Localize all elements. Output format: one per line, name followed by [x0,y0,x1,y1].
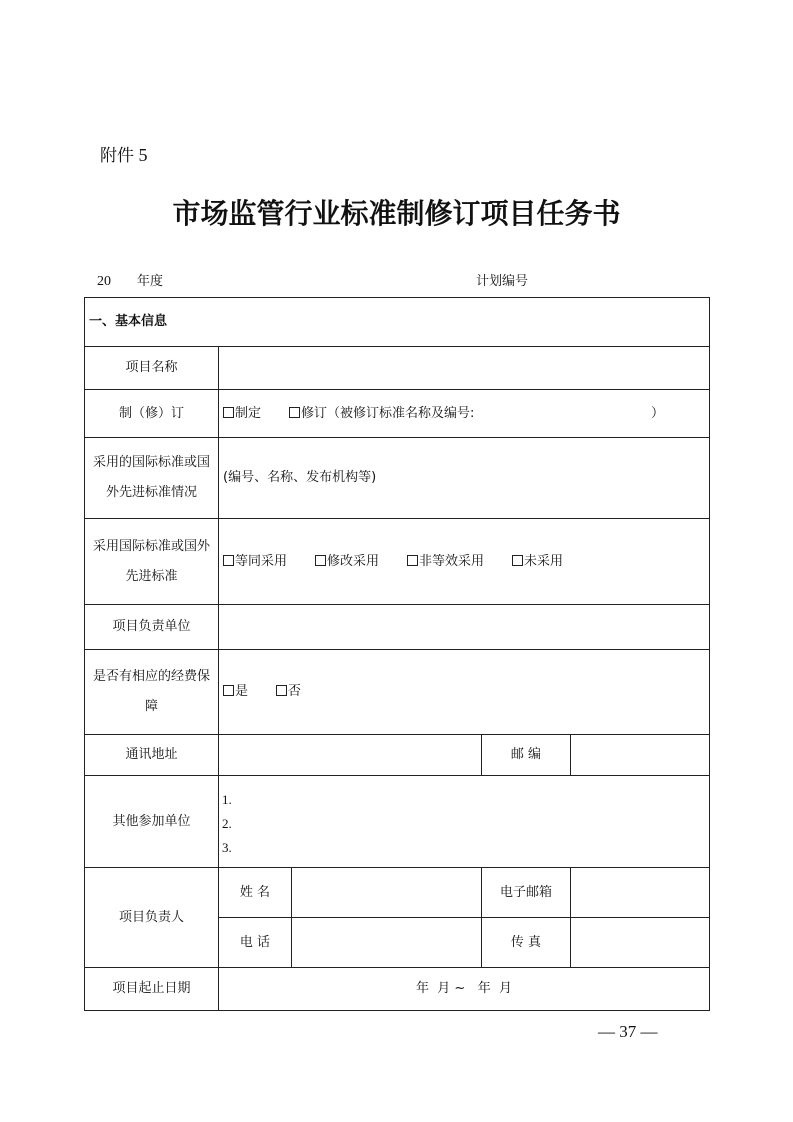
postcode-field[interactable] [571,735,709,775]
plan-number-label: 计划编号 [476,274,529,289]
responsible-unit-label: 项目负责单位 [112,619,191,634]
option-yes[interactable]: 是 [223,678,248,706]
option-identical[interactable]: 等同采用 [223,548,287,576]
list-item: 3. [222,840,232,855]
phone-field[interactable] [292,918,481,967]
period-field[interactable]: 年 月 ~ 年 月 [416,981,512,996]
project-name-label: 项目名称 [125,360,178,375]
year-prefix: 20 [97,274,111,289]
postcode-label: 邮 编 [510,747,542,762]
document-title: 市场监管行业标准制修订项目任务书 [172,197,621,230]
option-not-adopted[interactable]: 未采用 [512,548,563,576]
phone-label: 电 话 [239,934,271,950]
section-title: 一、基本信息 [89,314,168,329]
type-close-paren: ） [651,405,665,421]
project-name-field[interactable] [219,347,709,389]
year-line [97,270,163,290]
checkbox-icon[interactable] [223,685,234,696]
intl-standard-label: 采用的国际标准或国 外先进标准情况 [92,455,210,500]
attachment-number: 5 [138,145,148,165]
checkbox-icon[interactable] [289,407,300,418]
period-label: 项目起止日期 [112,981,191,996]
email-label: 电子邮箱 [499,884,552,900]
attachment-label: 附件 5 [100,145,148,166]
name-field[interactable] [292,868,481,917]
option-nonequivalent[interactable]: 非等效采用 [407,548,484,576]
funding-options [219,650,709,734]
checkbox-icon[interactable] [407,555,418,566]
option-revise[interactable]: 修订（被修订标准名称及编号: [289,400,474,428]
fax-label: 传 真 [510,934,542,950]
checkbox-icon[interactable] [512,555,523,566]
type-options [219,390,709,437]
adoption-options [219,519,709,604]
option-modified[interactable]: 修改采用 [315,548,379,576]
email-field[interactable] [571,868,709,917]
funding-label: 是否有相应的经费保 障 [92,669,210,714]
address-field[interactable] [219,735,481,775]
page-number: — 37 — [598,1022,658,1041]
other-units-label: 其他参加单位 [112,813,191,829]
checkbox-icon[interactable] [276,685,287,696]
list-item: 1. [222,792,232,807]
checkbox-icon[interactable] [315,555,326,566]
option-make[interactable]: 制定 [223,400,261,428]
intl-standard-field[interactable]: (编号、名称、发布机构等) [223,470,377,485]
fax-field[interactable] [571,918,709,967]
checkbox-icon[interactable] [223,407,234,418]
checkbox-icon[interactable] [223,555,234,566]
leader-label: 项目负责人 [118,909,184,925]
option-no[interactable]: 否 [276,678,301,706]
other-units-list[interactable] [222,788,232,860]
responsible-unit-field[interactable] [219,605,709,649]
adoption-label: 采用国际标准或国外 先进标准 [92,538,210,584]
info-table [84,297,710,1011]
address-label: 通讯地址 [125,747,178,762]
type-label: 制（修）订 [118,405,184,421]
list-item: 2. [222,816,232,831]
name-label: 姓 名 [239,884,271,900]
year-label: 年度 [137,274,164,289]
